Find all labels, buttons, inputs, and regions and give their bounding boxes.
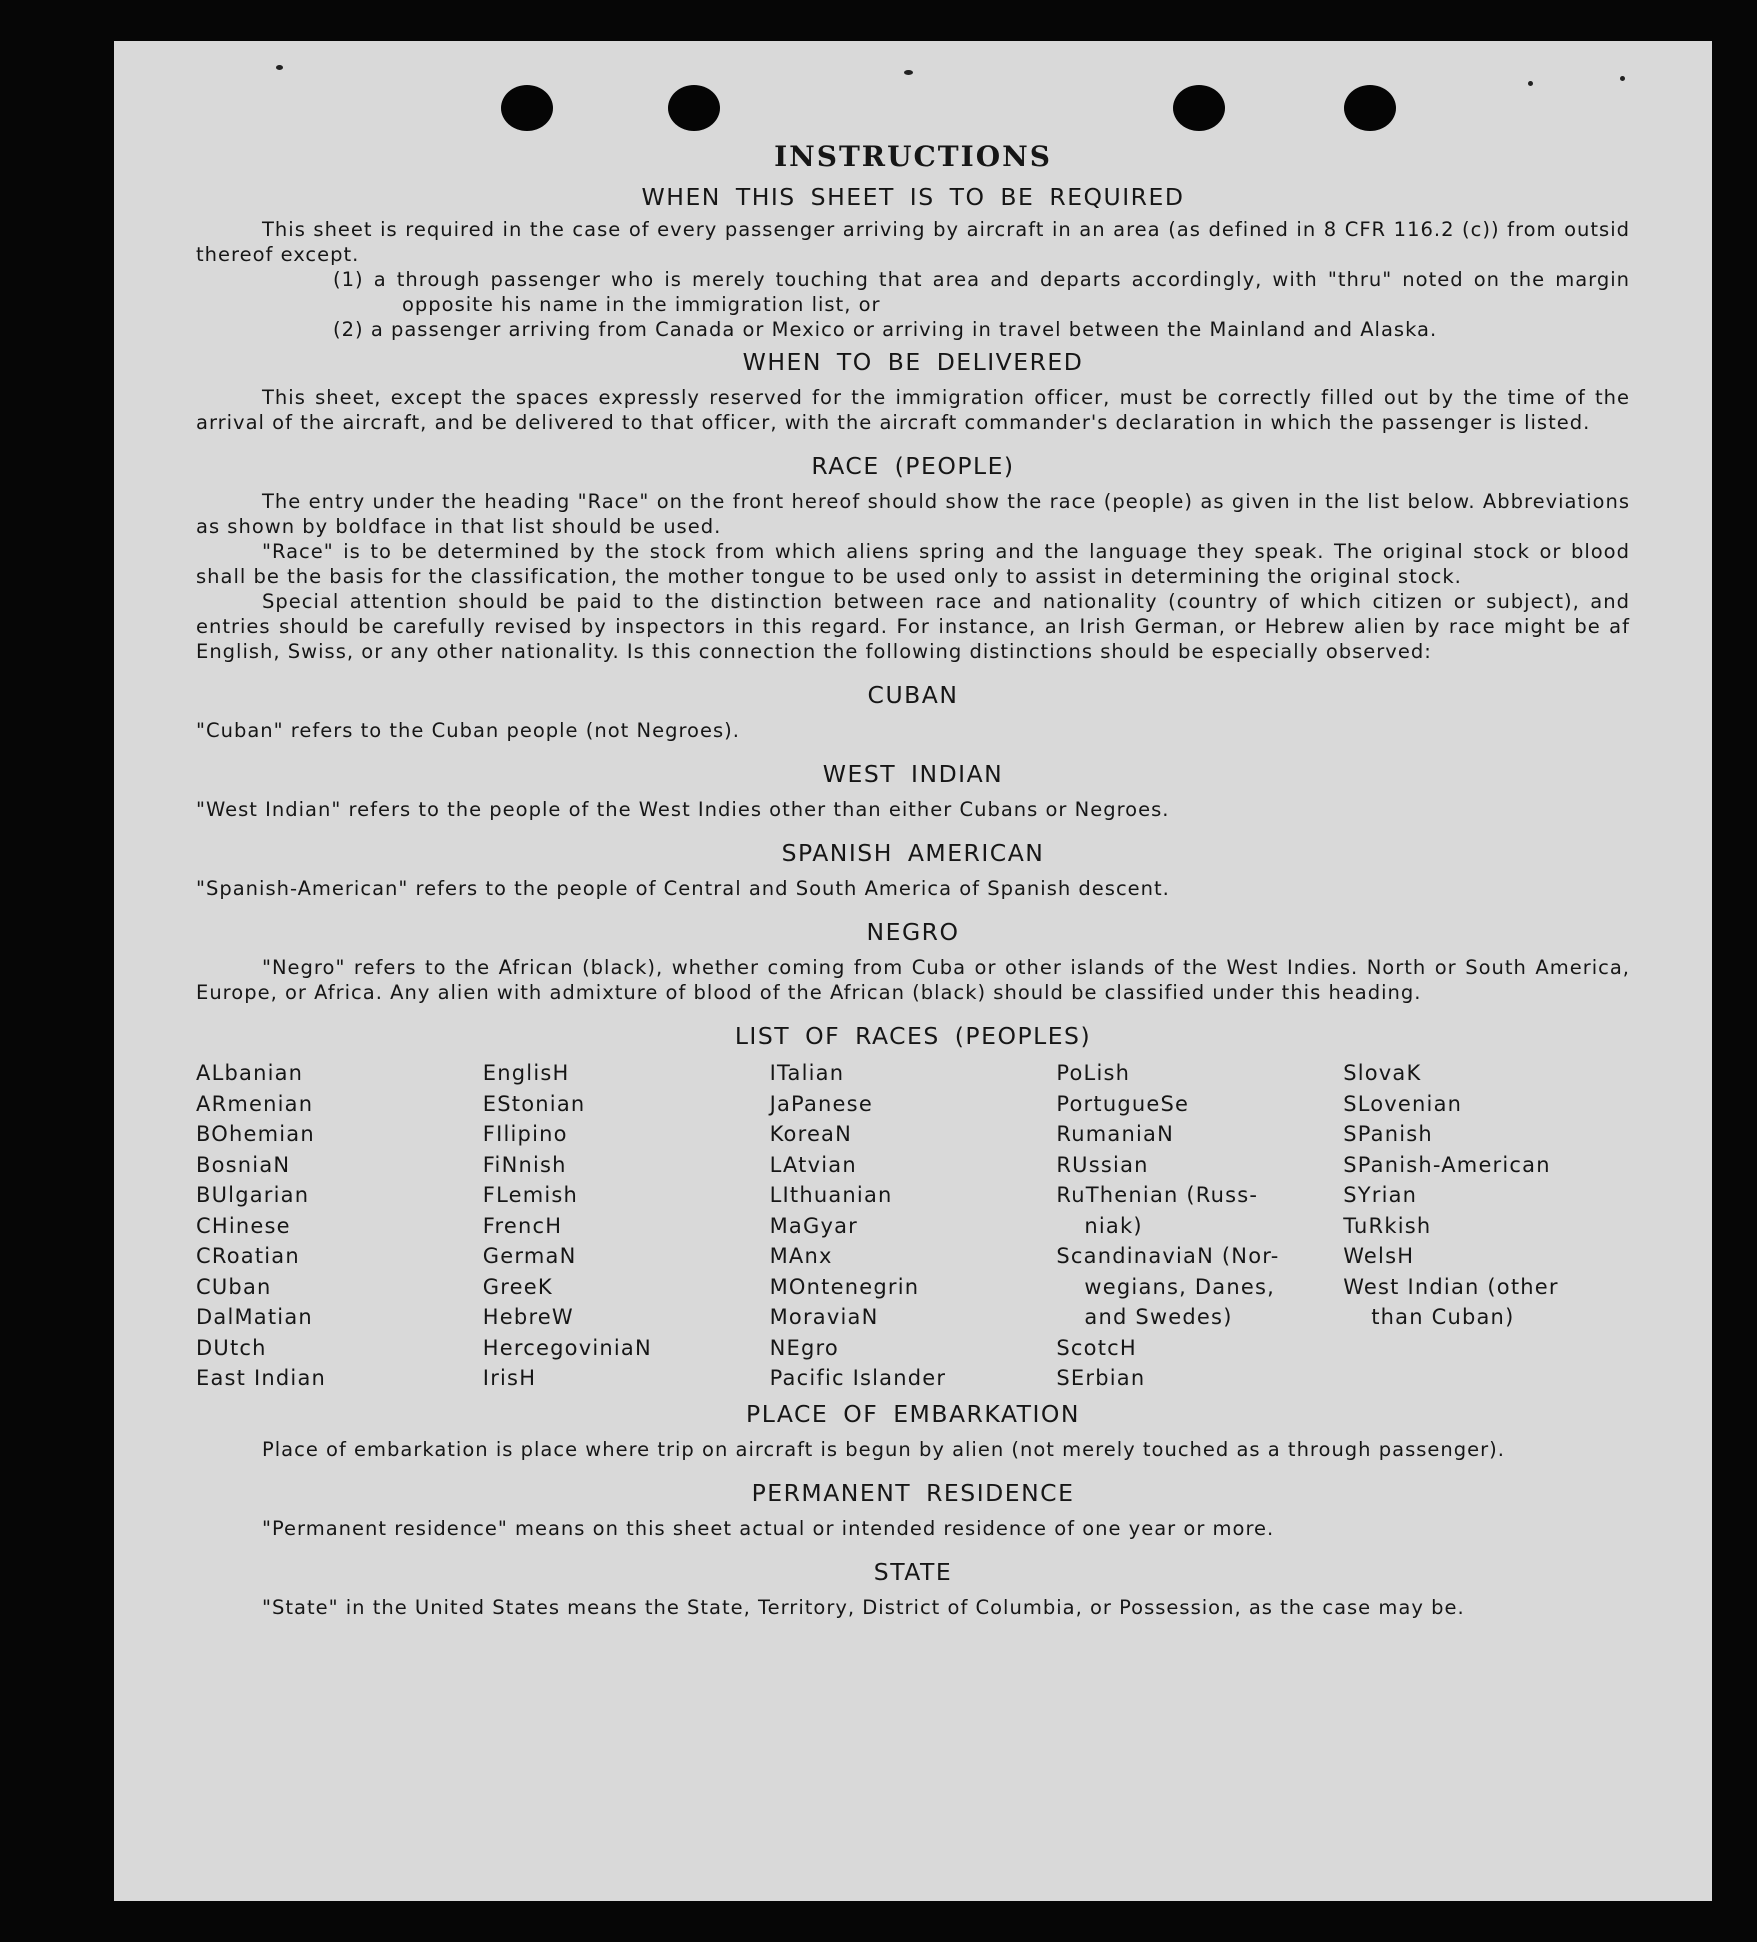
race-item: MAnx xyxy=(769,1244,833,1268)
race-item: West Indian (other xyxy=(1343,1274,1559,1299)
race-item: FrencH xyxy=(482,1213,563,1238)
race-item: CHinese xyxy=(196,1213,291,1238)
punch-hole xyxy=(668,85,720,131)
race-item: NEgro xyxy=(769,1335,839,1360)
required-item-2: (2) a passenger arriving from Canada or Mexico or arriving in travel between the Mainland and Alaska. xyxy=(333,318,1438,341)
race-item: BUlgarian xyxy=(196,1183,310,1207)
delivered-text: This sheet, except the spaces expressly reserved for the immigration officer, must be correctly filled out by the time of the arrival of the aircraft, and be delivered to that officer, with the aircraft commander's declaration in which the passenger is listed. xyxy=(196,386,1630,434)
race-item: FiNnish xyxy=(482,1152,567,1177)
heading-cuban: CUBAN xyxy=(867,681,959,709)
race-item: ScandinaviaN (Nor- xyxy=(1056,1244,1280,1268)
negro-text: "Negro" refers to the African (black), whether coming from Cuba or other islands of the West Indies. North or South America, Europe, or Africa. Any alien with admixture of blood of the African (black) should be classified under this heading. xyxy=(196,956,1630,1004)
race-item: FLemish xyxy=(482,1183,579,1207)
race-item: FIlipino xyxy=(482,1122,568,1146)
race-paragraph-1: The entry under the heading "Race" on the front hereof should show the race (people) as given in the list below. Abbreviations as shown by boldface in that list should be used. xyxy=(196,490,1630,538)
races-column-3 xyxy=(770,1058,1057,1394)
race-item: DalMatian xyxy=(196,1305,313,1329)
race-item: ARmenian xyxy=(196,1091,314,1116)
race-item: SErbian xyxy=(1056,1366,1146,1390)
race-item: MOntenegrin xyxy=(769,1274,920,1299)
speck xyxy=(276,65,283,70)
speck xyxy=(1620,76,1625,81)
heading-place-of-embarkation: PLACE OF EMBARKATION xyxy=(746,1399,1080,1428)
race-item: and Swedes) xyxy=(1084,1305,1233,1329)
instructions-content xyxy=(196,137,1630,1620)
page-title: INSTRUCTIONS xyxy=(774,140,1052,173)
races-column-2 xyxy=(483,1058,770,1394)
heading-when-delivered: WHEN TO BE DELIVERED xyxy=(742,348,1084,376)
races-column-4 xyxy=(1056,1058,1343,1394)
race-item: PoLish xyxy=(1056,1061,1131,1085)
cuban-text: "Cuban" refers to the Cuban people (not Negroes). xyxy=(196,719,740,742)
race-item: ALbanian xyxy=(196,1061,304,1085)
race-item: GreeK xyxy=(482,1274,553,1299)
punch-hole xyxy=(1344,85,1396,131)
race-item: RumaniaN xyxy=(1056,1122,1174,1146)
heading-state: STATE xyxy=(873,1557,953,1586)
heading-list-of-races: LIST OF RACES (PEOPLES) xyxy=(734,1022,1092,1050)
required-item-1: (1) a through passenger who is merely touching that area and departs accordingly, with "thru" noted on the margin opposite his name in the immigration list, or xyxy=(333,268,1630,316)
races-list xyxy=(196,1058,1630,1394)
race-item: RUssian xyxy=(1056,1152,1149,1177)
race-item: MoraviaN xyxy=(769,1305,879,1329)
race-item: than Cuban) xyxy=(1371,1305,1515,1329)
state-text: "State" in the United States means the State, Territory, District of Columbia, or Possession, as the case may be. xyxy=(262,1595,1465,1619)
races-column-5 xyxy=(1343,1058,1630,1394)
residence-text: "Permanent residence" means on this sheet actual or intended residence of one year or more. xyxy=(262,1516,1275,1540)
race-item: IrisH xyxy=(482,1366,537,1390)
race-paragraph-2: "Race" is to be determined by the stock from which aliens spring and the language they speak. The original stock or blood shall be the basis for the classification, the mother tongue to be used only to assist in determining the original stock. xyxy=(196,540,1630,588)
embarkation-text: Place of embarkation is place where trip on aircraft is begun by alien (not merely touched as a through passenger). xyxy=(262,1437,1505,1461)
race-item: KoreaN xyxy=(769,1122,853,1146)
heading-when-required: WHEN THIS SHEET IS TO BE REQUIRED xyxy=(641,183,1185,211)
race-paragraph-3: Special attention should be paid to the distinction between race and nationality (country of which citizen or subject), and entries should be carefully revised by inspectors in this regard. For instance, an Irish German, or Hebrew alien by race might be af English, Swiss, or any other nationality. Is this connection the following distinctions should be especially observed: xyxy=(196,590,1630,663)
race-item: CUban xyxy=(196,1274,272,1299)
race-item: BOhemian xyxy=(196,1122,315,1146)
race-item: CRoatian xyxy=(196,1244,300,1268)
race-item: wegians, Danes, xyxy=(1084,1274,1276,1299)
race-item: BosniaN xyxy=(196,1152,291,1177)
race-item: SPanish-American xyxy=(1343,1152,1551,1177)
punch-hole xyxy=(1173,85,1225,131)
races-column-1 xyxy=(196,1058,483,1394)
race-item: EStonian xyxy=(482,1091,586,1116)
race-item: EnglisH xyxy=(482,1061,570,1085)
race-item: LIthuanian xyxy=(769,1183,893,1207)
race-item: LAtvian xyxy=(769,1152,857,1177)
race-item: SLovenian xyxy=(1343,1091,1463,1116)
race-item: SlovaK xyxy=(1343,1061,1422,1085)
heading-permanent-residence: PERMANENT RESIDENCE xyxy=(751,1478,1075,1507)
required-intro: This sheet is required in the case of every passenger arriving by aircraft in an area (as defined in 8 CFR 116.2 (c)) from outsid thereof except. xyxy=(196,218,1630,266)
heading-west-indian: WEST INDIAN xyxy=(822,760,1004,788)
punch-hole xyxy=(501,85,553,131)
race-item: SPanish xyxy=(1343,1122,1433,1146)
heading-negro: NEGRO xyxy=(866,918,960,946)
race-item: TuRkish xyxy=(1343,1213,1432,1238)
west-indian-text: "West Indian" refers to the people of the West Indies other than either Cubans or Negroes. xyxy=(196,798,1170,821)
race-item: JaPanese xyxy=(769,1091,873,1116)
race-item: WelsH xyxy=(1343,1244,1415,1268)
race-item: MaGyar xyxy=(769,1213,858,1238)
race-item: SYrian xyxy=(1343,1183,1418,1207)
race-item: niak) xyxy=(1084,1213,1143,1238)
race-item: DUtch xyxy=(196,1335,267,1360)
race-item: PortugueSe xyxy=(1056,1091,1190,1116)
document-sheet xyxy=(114,41,1712,1901)
race-item: HercegoviniaN xyxy=(482,1335,652,1360)
race-item: ITalian xyxy=(769,1061,845,1085)
race-item: HebreW xyxy=(482,1305,574,1329)
speck xyxy=(904,70,913,75)
spanish-american-text: "Spanish-American" refers to the people of Central and South America of Spanish descent. xyxy=(196,877,1170,900)
race-item: ScotcH xyxy=(1056,1335,1137,1360)
race-item: GermaN xyxy=(482,1244,577,1268)
heading-race: RACE (PEOPLE) xyxy=(811,452,1015,480)
speck xyxy=(1528,81,1533,86)
heading-spanish-american: SPANISH AMERICAN xyxy=(781,839,1045,867)
race-item: East Indian xyxy=(196,1366,327,1390)
race-item: Pacific Islander xyxy=(769,1366,947,1390)
race-item: RuThenian (Russ- xyxy=(1056,1183,1259,1207)
